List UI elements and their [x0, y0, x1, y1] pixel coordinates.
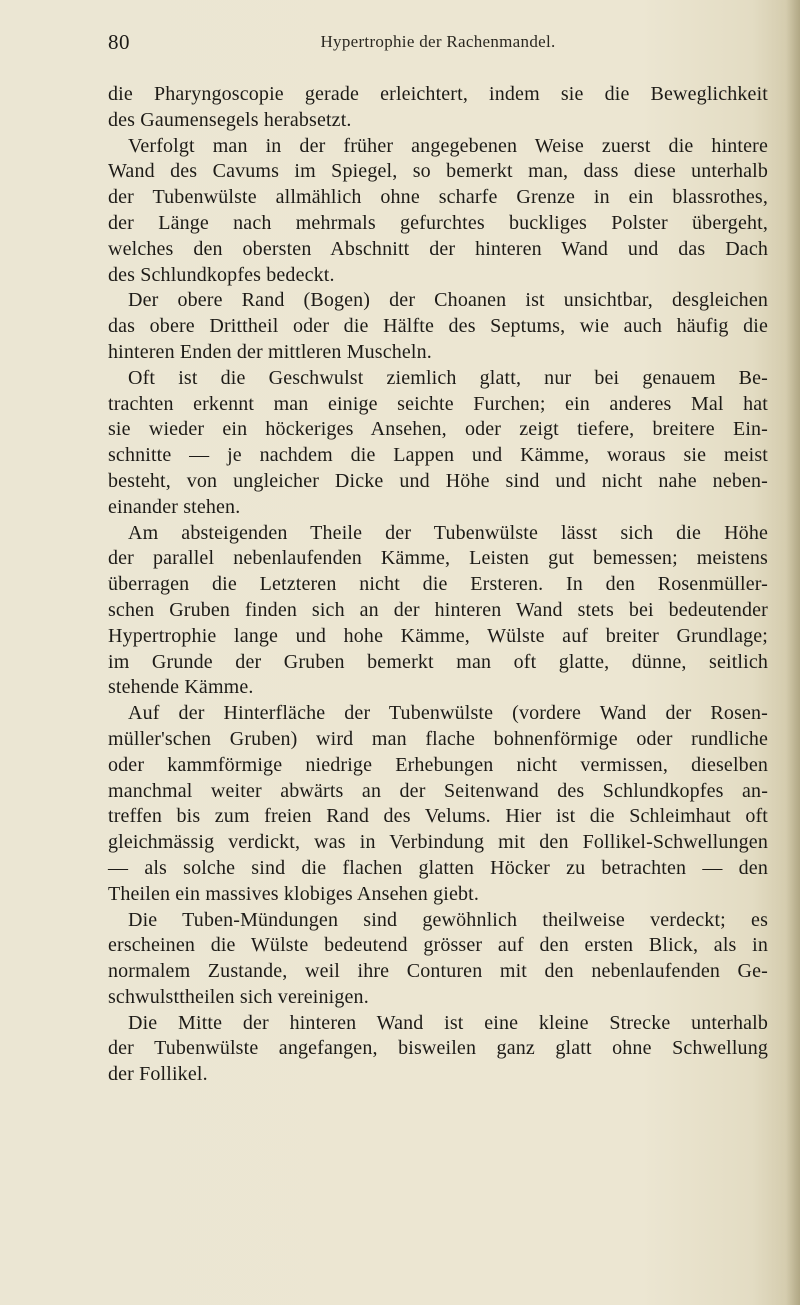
text-line: der Follikel. — [108, 1063, 208, 1086]
text-line: einander stehen. — [108, 495, 241, 518]
text-line: Wand des Cavums im Spiegel, so bemerkt man, dass diese unterhalb — [108, 160, 768, 183]
text-line: Hypertrophie lange und hohe Kämme, Wülste auf breiter Grundlage; — [108, 624, 768, 647]
text-line: überragen die Letzteren nicht die Ersteren. In den Rosenmüller- — [108, 573, 768, 596]
text-line: das obere Drittheil oder die Hälfte des Septums, wie auch häufig die — [108, 315, 768, 338]
text-line: — als solche sind die flachen glatten Höcker zu betrachten — den — [108, 856, 768, 879]
text-line: der Tubenwülste angefangen, bisweilen ganz glatt ohne Schwellung — [108, 1037, 768, 1060]
text-line: Der obere Rand (Bogen) der Choanen ist unsichtbar, desgleichen — [128, 289, 768, 312]
text-line: gleichmässig verdickt, was in Verbindung mit den Follikel-Schwellungen — [108, 831, 768, 854]
text-line: Die Tuben-Mündungen sind gewöhnlich theilweise verdeckt; es — [128, 908, 768, 931]
text-line: stehende Kämme. — [108, 676, 254, 699]
page-edge-shadow — [786, 0, 800, 1305]
text-line: trachten erkennt man einige seichte Furchen; ein anderes Mal hat — [108, 392, 768, 415]
text-line: oder kammförmige niedrige Erhebungen nicht vermissen, dieselben — [108, 753, 768, 776]
text-line: besteht, von ungleicher Dicke und Höhe sind und nicht nahe neben- — [108, 469, 768, 492]
running-title: Hypertrophie der Rachenmandel. — [320, 32, 556, 51]
text-line: des Gaumensegels herabsetzt. — [108, 108, 352, 131]
text-line: Die Mitte der hinteren Wand ist eine kleine Strecke unterhalb — [128, 1011, 768, 1034]
text-line: der Tubenwülste allmählich ohne scharfe Grenze in ein blassrothes, — [108, 186, 768, 209]
text-line: des Schlundkopfes bedeckt. — [108, 263, 335, 286]
text-line: treffen bis zum freien Rand des Velums. Hier ist die Schleimhaut oft — [108, 805, 768, 828]
text-line: schen Gruben finden sich an der hinteren Wand stets bei bedeutender — [108, 598, 768, 621]
text-line: hinteren Enden der mittleren Muscheln. — [108, 340, 432, 363]
text-line: normalem Zustande, weil ihre Conturen mit den nebenlaufenden Ge- — [108, 960, 768, 983]
text-line: manchmal weiter abwärts an der Seitenwand des Schlundkopfes an- — [108, 779, 768, 802]
text-line: der Länge nach mehrmals gefurchtes buckliges Polster übergeht, — [108, 211, 768, 234]
text-line: Theilen ein massives klobiges Ansehen giebt. — [108, 882, 479, 905]
text-line: der parallel nebenlaufenden Kämme, Leisten gut bemessen; meistens — [108, 547, 768, 570]
text-line: die Pharyngoscopie gerade erleichtert, indem sie die Beweglichkeit — [108, 83, 768, 105]
text-line: sie wieder ein höckeriges Ansehen, oder zeigt tiefere, breitere Ein- — [108, 418, 768, 441]
page-header — [108, 30, 768, 60]
page-number: 80 — [108, 30, 130, 54]
body-text — [108, 82, 768, 1088]
text-line: im Grunde der Gruben bemerkt man oft glatte, dünne, seitlich — [108, 650, 768, 673]
text-line: schwulsttheilen sich vereinigen. — [108, 985, 369, 1008]
text-line: schnitte — je nachdem die Lappen und Kämme, woraus sie meist — [108, 444, 768, 467]
text-line: Oft ist die Geschwulst ziemlich glatt, nur bei genauem Be- — [128, 366, 768, 389]
text-line: Verfolgt man in der früher angegebenen Weise zuerst die hintere — [128, 134, 768, 157]
text-line: müller'schen Gruben) wird man flache bohnenförmige oder rundliche — [108, 727, 768, 750]
text-line: Am absteigenden Theile der Tubenwülste lässt sich die Höhe — [128, 521, 768, 544]
text-line: Auf der Hinterfläche der Tubenwülste (vordere Wand der Rosen- — [128, 702, 768, 725]
text-line: erscheinen die Wülste bedeutend grösser auf den ersten Blick, als in — [108, 934, 768, 957]
text-line: welches den obersten Abschnitt der hinteren Wand und das Dach — [108, 237, 768, 260]
